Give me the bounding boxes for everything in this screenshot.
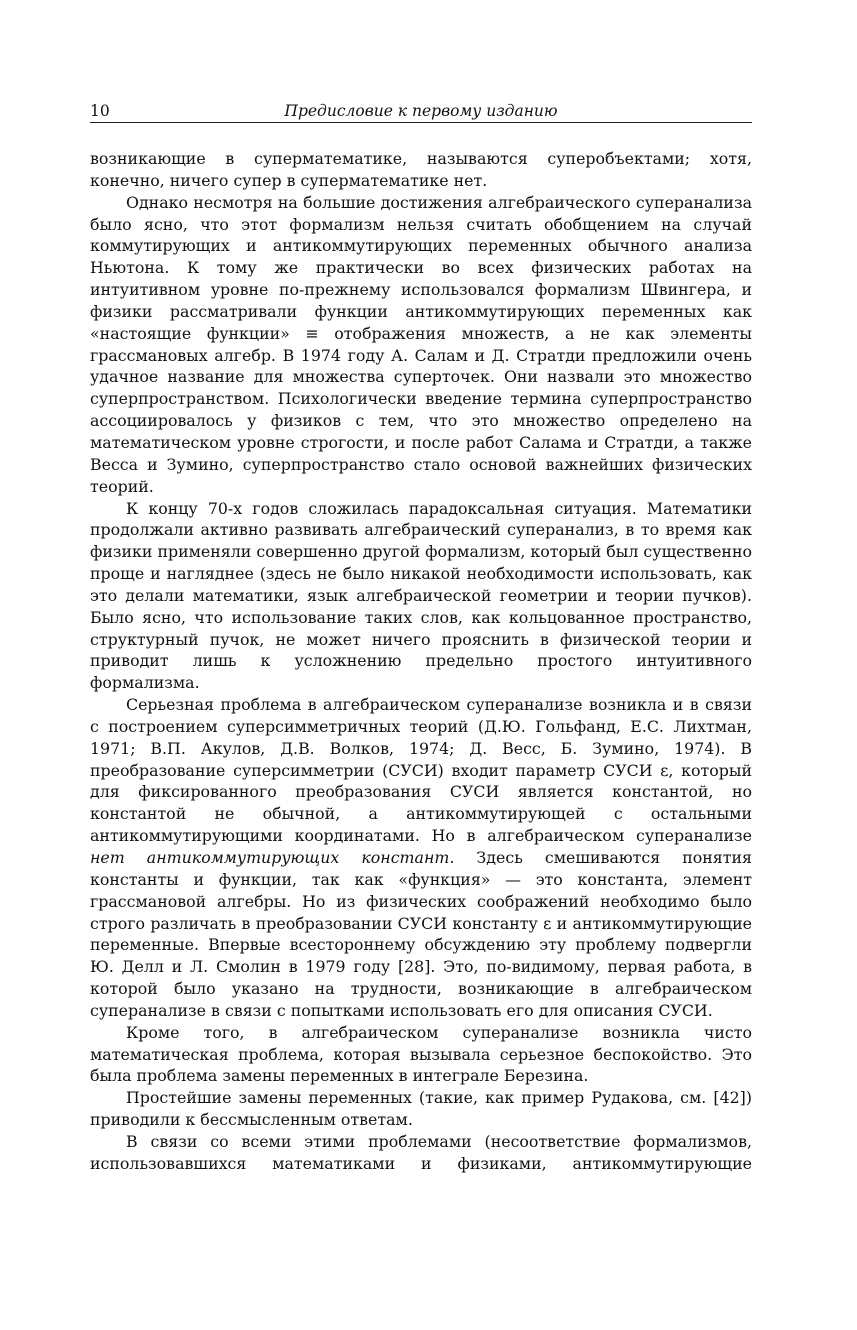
paragraph-6: Простейшие замены переменных (такие, как пример Рудакова, см. [42]) приводили к бессмысленным ответам.	[90, 1088, 752, 1130]
paragraph-4-italic-phrase: нет антикоммутирующих констант	[90, 848, 450, 867]
body-text	[90, 148, 752, 1175]
running-title: Предисловие к первому изданию	[284, 102, 558, 120]
paragraph-4-part-1: Серьезная проблема в алгебраическом суперанализе возникла и в связи с построением суперсимметричных теорий (Д.Ю. Гольфанд, Е.С. Лихтман, 1971; В.П. Акулов, Д.В. Волков, 1974; Д. Весс, Б. Зумино, 1974). В преобразование суперсимметрии (СУСИ) входит параметр СУСИ ε, который для фиксированного преобразования СУСИ является константой, но константой не обычной, а антикоммутирующей с остальными антикоммутирующими координатами. Но в алгебраическом суперанализе	[90, 695, 752, 846]
paragraph-1: возникающие в суперматематике, называются суперобъектами; хотя, конечно, ничего супер в суперматематике нет.	[90, 149, 752, 190]
paragraph-4	[90, 694, 752, 1022]
page-number: 10	[90, 102, 110, 120]
paragraph-5: Кроме того, в алгебраическом суперанализе возникла чисто математическая проблема, которая вызывала серьезное беспокойство. Это была проблема замены переменных в интеграле Березина.	[90, 1022, 752, 1086]
paragraph-2: Однако несмотря на большие достижения алгебраического суперанализа было ясно, что этот формализм нельзя считать обобщением на случай коммутирующих и антикоммутирующих переменных обычного анализа Ньютона. К тому же практически во всех физических работах на интуитивном уровне по-прежнему использовался формализм Швингера, и физики рассматривали функции антикоммутирующих переменных как «настоящие функции» ≡ отображения множеств, а не как элементы грассмановых алгебр. В 1974 году А. Салам и Д. Стратди предложили очень удачное название для множества суперточек. Они назвали это множество суперпространством. Психологически введение термина суперпространство ассоциировалось у физиков с тем, что это множество определено на математическом уровне строгости, и после работ Салама и Стратди, а также Весса и Зумино, суперпространство стало основой важнейших физических теорий.	[90, 192, 752, 496]
running-header	[90, 100, 752, 123]
paragraph-3: К концу 70-х годов сложилась парадоксальная ситуация. Математики продолжали активно развивать алгебраический суперанализ, в то время как физики применяли совершенно другой формализм, который был существенно проще и нагляднее (здесь не было никакой необходимости использовать, как это делали математики, язык алгебраической геометрии и теории пучков). Было ясно, что использование таких слов, как кольцованное пространство, структурный пучок, не может ничего прояснить в физической теории и приводит лишь к усложнению предельно простого интуитивного формализма.	[90, 498, 752, 693]
paragraph-4-part-2: . Здесь смешиваются понятия константы и функции, так как «функция» — это константа, элемент грассмановой алгебры. Но из физических соображений необходимо было строго различать в преобразовании СУСИ константу ε и антикоммутирующие переменные. Впервые всестороннему обсуждению эту проблему подвергли Ю. Делл и Л. Смолин в 1979 году [28]. Это, по-видимому, первая работа, в которой было указано на трудности, возникающие в алгебраическом суперанализе в связи с попытками использовать его для описания СУСИ.	[90, 848, 752, 1020]
book-page	[90, 100, 752, 1175]
paragraph-7: В связи со всеми этими проблемами (несоответствие формализмов, использовавшихся математиками и физиками, антикоммутирующие	[90, 1131, 752, 1173]
